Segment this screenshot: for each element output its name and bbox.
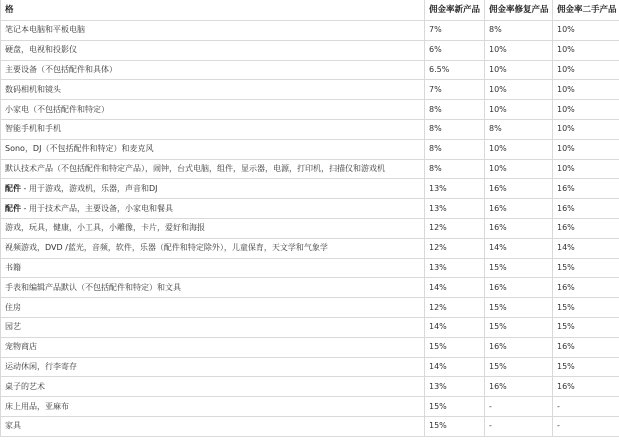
row-category-text: 住房 — [5, 302, 21, 312]
row-used-rate: 10% — [553, 21, 619, 41]
row-used-rate: 15% — [553, 258, 619, 278]
table-row — [1, 21, 619, 41]
row-new-rate: 13% — [425, 258, 485, 278]
table-row — [1, 218, 619, 238]
row-used-rate: 10% — [553, 60, 619, 80]
row-category — [1, 21, 425, 41]
row-new-rate: 6% — [425, 40, 485, 60]
table-row — [1, 40, 619, 60]
row-used-rate: 16% — [553, 377, 619, 397]
row-category — [1, 80, 425, 100]
header-refurbished-rate: 佣金率修复产品 — [485, 0, 553, 21]
row-used-rate: 16% — [553, 199, 619, 219]
table-row — [1, 80, 619, 100]
table-row — [1, 179, 619, 199]
row-used-rate: 10% — [553, 139, 619, 159]
header-used-rate: 佣金率二手产品 — [553, 0, 619, 21]
row-used-rate: 10% — [553, 40, 619, 60]
table-row — [1, 317, 619, 337]
table-row — [1, 397, 619, 417]
row-new-rate: 8% — [425, 159, 485, 179]
row-refurbished-rate: 16% — [485, 218, 553, 238]
table-row — [1, 60, 619, 80]
row-refurbished-rate: 8% — [485, 119, 553, 139]
row-category-text: 宠物商店 — [5, 342, 37, 352]
row-category-text: 主要设备（不包括配件和具体） — [5, 64, 117, 74]
row-category — [1, 159, 425, 179]
row-category-text: Sono，DJ（不包括配件和特定）和麦克风 — [5, 144, 154, 154]
row-new-rate: 14% — [425, 278, 485, 298]
row-refurbished-rate: 10% — [485, 139, 553, 159]
row-refurbished-rate: 16% — [485, 337, 553, 357]
row-category — [1, 40, 425, 60]
row-new-rate: 13% — [425, 377, 485, 397]
row-refurbished-rate: 10% — [485, 80, 553, 100]
table-row — [1, 357, 619, 377]
table-row — [1, 298, 619, 318]
row-new-rate: 13% — [425, 179, 485, 199]
row-category-text: 家具 — [5, 421, 21, 431]
row-category-text: 智能手机和手机 — [5, 124, 61, 134]
row-refurbished-rate: 15% — [485, 298, 553, 318]
row-category-text: - 用于技术产品，主要设备，小家电和餐具 — [21, 203, 173, 213]
row-used-rate: 16% — [553, 218, 619, 238]
row-new-rate: 15% — [425, 416, 485, 436]
row-new-rate: 8% — [425, 119, 485, 139]
row-category-lead: 配件 — [5, 203, 21, 213]
row-used-rate: 16% — [553, 278, 619, 298]
row-new-rate: 7% — [425, 21, 485, 41]
table-row — [1, 238, 619, 258]
row-category — [1, 416, 425, 436]
row-category — [1, 317, 425, 337]
header-category: 格 — [1, 0, 425, 21]
row-category — [1, 258, 425, 278]
row-category — [1, 357, 425, 377]
table-body — [1, 21, 619, 437]
row-refurbished-rate: 16% — [485, 377, 553, 397]
row-category — [1, 278, 425, 298]
row-used-rate: 10% — [553, 80, 619, 100]
table-row — [1, 278, 619, 298]
row-used-rate: 16% — [553, 179, 619, 199]
row-category — [1, 337, 425, 357]
row-new-rate: 8% — [425, 139, 485, 159]
row-new-rate: 12% — [425, 238, 485, 258]
row-category — [1, 199, 425, 219]
row-used-rate: 15% — [553, 357, 619, 377]
row-refurbished-rate: 10% — [485, 100, 553, 120]
row-used-rate: 10% — [553, 100, 619, 120]
row-used-rate: 15% — [553, 298, 619, 318]
row-category-text: 视频游戏，DVD /蓝光，音频，软件，乐器（配件和特定除外），儿童保育，天文学和气象学 — [5, 243, 328, 253]
row-category — [1, 218, 425, 238]
row-category-text: 数码相机和镜头 — [5, 84, 61, 94]
row-category-text: 默认技术产品（不包括配件和特定产品），闹钟，台式电脑，组件，显示器，电源，打印机，扫描仪和游戏机 — [5, 163, 385, 173]
row-category — [1, 139, 425, 159]
row-used-rate: - — [553, 397, 619, 417]
header-new-rate: 佣金率新产品 — [425, 0, 485, 21]
row-category-lead: 配件 — [5, 183, 21, 193]
row-category-text: 硬盘，电视和投影仪 — [5, 45, 77, 55]
row-new-rate: 12% — [425, 218, 485, 238]
row-category-text: 书籍 — [5, 262, 21, 272]
row-used-rate: 14% — [553, 238, 619, 258]
table-row — [1, 377, 619, 397]
row-new-rate: 15% — [425, 397, 485, 417]
table-row — [1, 139, 619, 159]
row-used-rate: 16% — [553, 337, 619, 357]
table-row — [1, 258, 619, 278]
table-row — [1, 337, 619, 357]
row-category-text: - 用于游戏，游戏机，乐器，声音和DJ — [21, 183, 158, 193]
row-category-text: 笔记本电脑和平板电脑 — [5, 25, 85, 35]
row-new-rate: 15% — [425, 337, 485, 357]
row-category-text: 桌子的艺术 — [5, 381, 45, 391]
table-row — [1, 119, 619, 139]
table-header-row — [1, 0, 619, 21]
row-used-rate: 10% — [553, 159, 619, 179]
row-refurbished-rate: 15% — [485, 357, 553, 377]
row-refurbished-rate: 16% — [485, 179, 553, 199]
row-used-rate: 15% — [553, 317, 619, 337]
row-category — [1, 397, 425, 417]
row-new-rate: 6.5% — [425, 60, 485, 80]
row-refurbished-rate: 10% — [485, 40, 553, 60]
row-category-text: 园艺 — [5, 322, 21, 332]
row-refurbished-rate: 16% — [485, 199, 553, 219]
row-refurbished-rate: 10% — [485, 159, 553, 179]
row-category — [1, 119, 425, 139]
row-refurbished-rate: 15% — [485, 317, 553, 337]
row-category — [1, 377, 425, 397]
table-row — [1, 416, 619, 436]
table-row — [1, 100, 619, 120]
row-category-text: 游戏，玩具，健康，小工具，小雕像，卡片，爱好和海报 — [5, 223, 205, 233]
row-refurbished-rate: 8% — [485, 21, 553, 41]
row-category — [1, 238, 425, 258]
table-row — [1, 199, 619, 219]
row-category-text: 床上用品，亚麻布 — [5, 401, 69, 411]
row-new-rate: 12% — [425, 298, 485, 318]
row-new-rate: 14% — [425, 317, 485, 337]
row-category — [1, 60, 425, 80]
row-new-rate: 7% — [425, 80, 485, 100]
row-used-rate: - — [553, 416, 619, 436]
row-new-rate: 14% — [425, 357, 485, 377]
row-category-text: 运动休闲，行李寄存 — [5, 361, 77, 371]
row-category-text: 手表和编辑产品默认（不包括配件和特定）和文具 — [5, 282, 181, 292]
row-category — [1, 100, 425, 120]
row-refurbished-rate: 10% — [485, 60, 553, 80]
row-new-rate: 13% — [425, 199, 485, 219]
row-refurbished-rate: 16% — [485, 278, 553, 298]
row-category-text: 小家电（不包括配件和特定） — [5, 104, 109, 114]
row-refurbished-rate: - — [485, 397, 553, 417]
row-category — [1, 298, 425, 318]
row-refurbished-rate: 15% — [485, 258, 553, 278]
row-used-rate: 10% — [553, 119, 619, 139]
row-new-rate: 8% — [425, 100, 485, 120]
row-refurbished-rate: - — [485, 416, 553, 436]
table-row — [1, 159, 619, 179]
row-refurbished-rate: 14% — [485, 238, 553, 258]
row-category — [1, 179, 425, 199]
